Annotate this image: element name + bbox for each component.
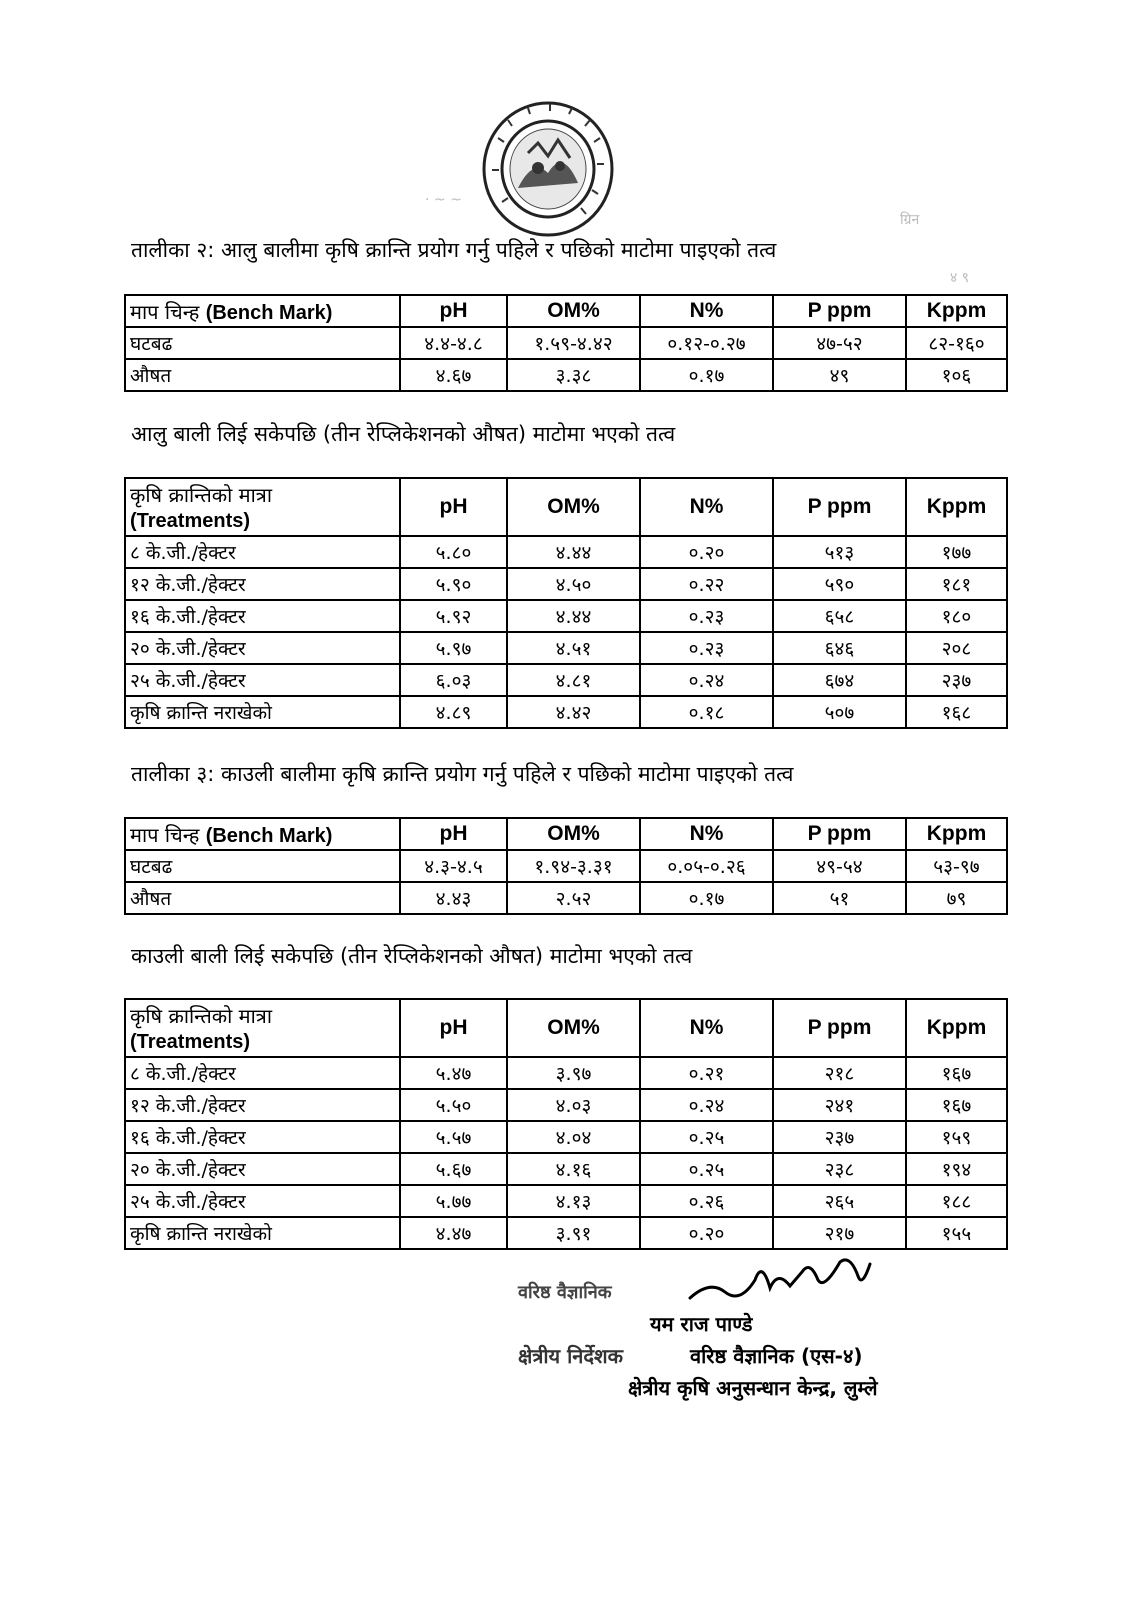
cauliflower-after-caption: काउली बाली लिई सकेपछि (तीन रेप्लिकेशनको औषत) माटोमा भएको तत्व [131,944,693,968]
table-cell: १७७ [906,536,1007,568]
table-cell: ०.२४ [640,664,773,696]
table-cell: ४.३-४.५ [400,850,507,882]
table-cell: ४.४४ [507,600,640,632]
row-label: ८ के.जी./हेक्टर [125,536,400,568]
table-cell: ६५८ [773,600,906,632]
table-cell: ५.९२ [400,600,507,632]
table-cell: १६८ [906,696,1007,728]
table-cell: २१८ [773,1057,906,1089]
treatments-header: कृषि क्रान्तिको मात्रा (Treatments) [125,999,400,1057]
table-cell: ०.२० [640,536,773,568]
p-header: P ppm [773,999,906,1057]
table-cell: ५.४७ [400,1057,507,1089]
table-cell: ६.०३ [400,664,507,696]
table-cell: ३.९१ [507,1217,640,1249]
row-label: औषत [125,359,400,391]
table-cell: ०.२२ [640,568,773,600]
table-cell: ०.२५ [640,1121,773,1153]
table-cell: ०.२३ [640,632,773,664]
table-cell: ०.१८ [640,696,773,728]
ph-header: pH [400,818,507,850]
table-row [125,536,1007,568]
table-cell: १५५ [906,1217,1007,1249]
table-cell: ५.९० [400,568,507,600]
n-header: N% [640,478,773,536]
table-cell: ५.७७ [400,1185,507,1217]
table-row [125,1153,1007,1185]
table-cell: ४९ [773,359,906,391]
table-cell: ०.२३ [640,600,773,632]
row-label: कृषि क्रान्ति नराखेको [125,1217,400,1249]
table-cell: २३७ [906,664,1007,696]
table-cell: ४.४३ [400,882,507,914]
table-cell: ४.६७ [400,359,507,391]
row-label: ८ के.जी./हेक्टर [125,1057,400,1089]
table-cell: २६५ [773,1185,906,1217]
table-cell: १६७ [906,1089,1007,1121]
n-header: N% [640,999,773,1057]
p-header: P ppm [773,295,906,327]
k-header: Kppm [906,818,1007,850]
table-cell: ५१ [773,882,906,914]
table-cell: ०.२१ [640,1057,773,1089]
table-cell: ४.४४ [507,536,640,568]
table-cell: ०.१२-०.२७ [640,327,773,359]
row-label: १६ के.जी./हेक्टर [125,600,400,632]
om-header: OM% [507,295,640,327]
potato-after-caption: आलु बाली लिई सकेपछि (तीन रेप्लिकेशनको औषत) माटोमा भएको तत्व [131,422,676,446]
table-cell: ४.४२ [507,696,640,728]
stamp-text-top: वरिष्ठ वैज्ञानिक [518,1282,612,1303]
row-label: १२ के.जी./हेक्टर [125,568,400,600]
p-header: P ppm [773,478,906,536]
table-cell: ३.९७ [507,1057,640,1089]
p-header: P ppm [773,818,906,850]
table-cell: १.९४-३.३१ [507,850,640,882]
table-cell: ०.१७ [640,359,773,391]
row-label: १२ के.जी./हेक्टर [125,1089,400,1121]
table-cell: ३.३८ [507,359,640,391]
table-row [125,359,1007,391]
table-cell: ४.१६ [507,1153,640,1185]
table-cell: ४.५१ [507,632,640,664]
table-cell: १५९ [906,1121,1007,1153]
table-row [125,1217,1007,1249]
treatments-header: कृषि क्रान्तिको मात्रा (Treatments) [125,478,400,536]
cauliflower-bench-mark-table [124,817,1008,915]
table-row [125,1121,1007,1153]
table-cell: २४१ [773,1089,906,1121]
table-row [125,568,1007,600]
ph-header: pH [400,295,507,327]
table-cell: ४.४७ [400,1217,507,1249]
row-label: घटबढ [125,327,400,359]
table-cell: ५३-९७ [906,850,1007,882]
table-row [125,1185,1007,1217]
table-cell: १८० [906,600,1007,632]
potato-treatments-table [124,477,1008,729]
table3-caption: तालीका ३: काउली बालीमा कृषि क्रान्ति प्रयोग गर्नु पहिले र पछिको माटोमा पाइएको तत्व [131,762,794,786]
table-cell: १.५९-४.४२ [507,327,640,359]
table-cell: १९४ [906,1153,1007,1185]
table-cell: ०.२५ [640,1153,773,1185]
row-label: २० के.जी./हेक्टर [125,1153,400,1185]
table-row [125,327,1007,359]
table-cell: २३७ [773,1121,906,1153]
om-header: OM% [507,478,640,536]
table-cell: २३८ [773,1153,906,1185]
bench-mark-header: माप चिन्ह (Bench Mark) [125,295,400,327]
potato-bench-mark-table [124,294,1008,392]
table-cell: ६४६ [773,632,906,664]
k-header: Kppm [906,999,1007,1057]
table-cell: ४.०४ [507,1121,640,1153]
row-label: कृषि क्रान्ति नराखेको [125,696,400,728]
table-cell: ०.२४ [640,1089,773,1121]
table-cell: २०८ [906,632,1007,664]
table-cell: ४७-५२ [773,327,906,359]
table-cell: ५.५० [400,1089,507,1121]
table-cell: ५.९७ [400,632,507,664]
table-row [125,1057,1007,1089]
table-row [125,664,1007,696]
ph-header: pH [400,478,507,536]
table-cell: ६७४ [773,664,906,696]
table-cell: ५१३ [773,536,906,568]
table-cell: ५.८० [400,536,507,568]
table-cell: ४.५० [507,568,640,600]
table-cell: ०.२० [640,1217,773,1249]
table-cell: ८२-१६० [906,327,1007,359]
table-row [125,600,1007,632]
table-cell: १०६ [906,359,1007,391]
row-label: औषत [125,882,400,914]
table-cell: ५.६७ [400,1153,507,1185]
table-cell: १६७ [906,1057,1007,1089]
signatory-title: वरिष्ठ वैज्ञानिक (एस-४) [690,1344,863,1368]
om-header: OM% [507,818,640,850]
table-row [125,882,1007,914]
table-cell: २१७ [773,1217,906,1249]
table-cell: ४.८१ [507,664,640,696]
table-row [125,1089,1007,1121]
n-header: N% [640,295,773,327]
row-label: २० के.जी./हेक्टर [125,632,400,664]
row-label: घटबढ [125,850,400,882]
table-cell: २.५२ [507,882,640,914]
bench-mark-header: माप चिन्ह (Bench Mark) [125,818,400,850]
table-cell: ४.०३ [507,1089,640,1121]
signatory-office: क्षेत्रीय कृषि अनुसन्धान केन्द्र, लुम्ले [628,1376,878,1400]
table-cell: ५.५७ [400,1121,507,1153]
table-cell: ०.१७ [640,882,773,914]
table-row [125,632,1007,664]
stamp-text-director: क्षेत्रीय निर्देशक [518,1344,623,1368]
k-header: Kppm [906,478,1007,536]
cauliflower-treatments-table [124,998,1008,1250]
table-cell: ७९ [906,882,1007,914]
signatory-name: यम राज पाण्डे [650,1312,753,1336]
table-cell: ०.२६ [640,1185,773,1217]
n-header: N% [640,818,773,850]
table2-caption: तालीका २: आलु बालीमा कृषि क्रान्ति प्रयोग गर्नु पहिले र पछिको माटोमा पाइएको तत्व [131,238,777,262]
table-cell: ४.१३ [507,1185,640,1217]
table-cell: ०.०५-०.२६ [640,850,773,882]
table-row [125,696,1007,728]
row-label: १६ के.जी./हेक्टर [125,1121,400,1153]
table-cell: ५९० [773,568,906,600]
ph-header: pH [400,999,507,1057]
table-cell: ५०७ [773,696,906,728]
table-cell: १८१ [906,568,1007,600]
table-cell: ४९-५४ [773,850,906,882]
k-header: Kppm [906,295,1007,327]
row-label: २५ के.जी./हेक्टर [125,1185,400,1217]
office-seal-icon [478,98,618,240]
table-cell: ४.८९ [400,696,507,728]
row-label: २५ के.जी./हेक्टर [125,664,400,696]
table-cell: ४.४-४.८ [400,327,507,359]
table-cell: १८८ [906,1185,1007,1217]
table-row [125,850,1007,882]
om-header: OM% [507,999,640,1057]
